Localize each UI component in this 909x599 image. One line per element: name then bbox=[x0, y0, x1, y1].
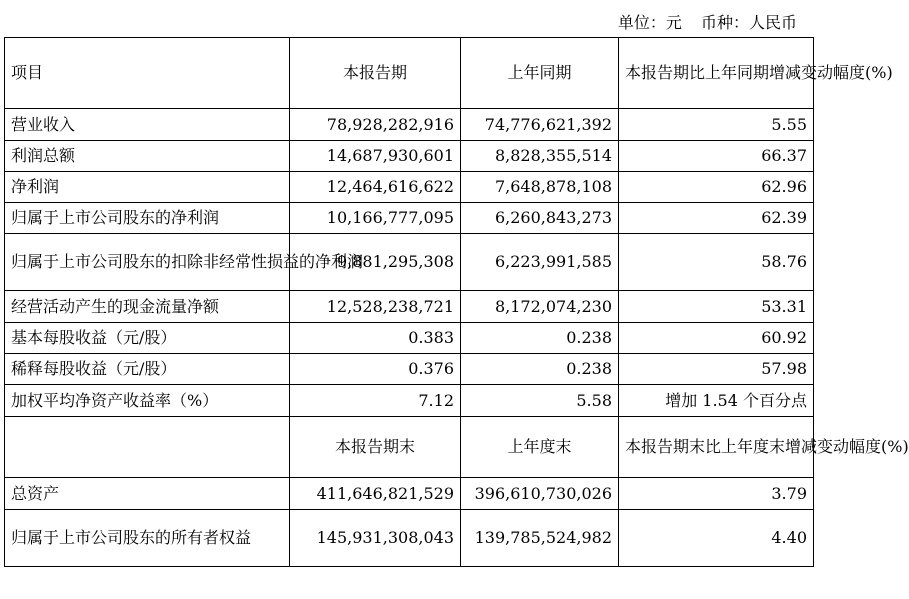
row-change: 3.79 bbox=[619, 478, 814, 510]
row-current: 411,646,821,529 bbox=[290, 478, 461, 510]
table-row bbox=[5, 172, 814, 203]
header-change-percent: 本报告期比上年同期增减变动幅度(%) bbox=[619, 38, 814, 109]
subheader-current-period-end: 本报告期末 bbox=[290, 417, 461, 478]
row-change: 4.40 bbox=[619, 510, 814, 567]
row-prior: 7,648,878,108 bbox=[461, 172, 619, 203]
unit-line bbox=[604, 10, 797, 33]
row-item: 营业收入 bbox=[5, 109, 290, 141]
row-change: 5.55 bbox=[619, 109, 814, 141]
table-row bbox=[5, 385, 814, 417]
row-change: 62.39 bbox=[619, 203, 814, 234]
table-row bbox=[5, 109, 814, 141]
row-item: 利润总额 bbox=[5, 141, 290, 172]
row-prior: 6,260,843,273 bbox=[461, 203, 619, 234]
row-current: 10,166,777,095 bbox=[290, 203, 461, 234]
row-prior: 74,776,621,392 bbox=[461, 109, 619, 141]
table-row bbox=[5, 354, 814, 385]
currency-label: 币种：人民币 bbox=[700, 13, 797, 32]
row-item: 经营活动产生的现金流量净额 bbox=[5, 291, 290, 323]
row-change: 57.98 bbox=[619, 354, 814, 385]
header-item: 项目 bbox=[5, 38, 290, 109]
row-current: 78,928,282,916 bbox=[290, 109, 461, 141]
row-item: 归属于上市公司股东的净利润 bbox=[5, 203, 290, 234]
row-item: 稀释每股收益（元/股） bbox=[5, 354, 290, 385]
subheader-prior-year-end: 上年度末 bbox=[461, 417, 619, 478]
row-item: 加权平均净资产收益率（%） bbox=[5, 385, 290, 417]
table-row bbox=[5, 291, 814, 323]
row-current: 12,464,616,622 bbox=[290, 172, 461, 203]
row-current: 7.12 bbox=[290, 385, 461, 417]
row-item: 净利润 bbox=[5, 172, 290, 203]
row-change: 53.31 bbox=[619, 291, 814, 323]
subheader-item-blank bbox=[5, 417, 290, 478]
row-item: 基本每股收益（元/股） bbox=[5, 323, 290, 354]
row-prior: 8,172,074,230 bbox=[461, 291, 619, 323]
row-prior: 139,785,524,982 bbox=[461, 510, 619, 567]
table-row bbox=[5, 234, 814, 291]
row-change: 60.92 bbox=[619, 323, 814, 354]
table-subheader-row bbox=[5, 417, 814, 478]
row-change: 62.96 bbox=[619, 172, 814, 203]
row-prior: 0.238 bbox=[461, 323, 619, 354]
row-change: 66.37 bbox=[619, 141, 814, 172]
row-item: 总资产 bbox=[5, 478, 290, 510]
row-current: 0.383 bbox=[290, 323, 461, 354]
table-row bbox=[5, 478, 814, 510]
row-prior: 0.238 bbox=[461, 354, 619, 385]
header-current-period: 本报告期 bbox=[290, 38, 461, 109]
unit-label: 单位：元 bbox=[617, 13, 682, 32]
row-item: 归属于上市公司股东的所有者权益 bbox=[5, 510, 290, 567]
row-current: 9,881,295,308 bbox=[290, 234, 461, 291]
table-header-row bbox=[5, 38, 814, 109]
financial-summary-table bbox=[4, 37, 909, 567]
table-row bbox=[5, 510, 814, 567]
table-row bbox=[5, 323, 814, 354]
row-current: 14,687,930,601 bbox=[290, 141, 461, 172]
row-prior: 8,828,355,514 bbox=[461, 141, 619, 172]
row-change: 增加 1.54 个百分点 bbox=[619, 385, 814, 417]
subheader-change-percent: 本报告期末比上年度末增减变动幅度(%) bbox=[619, 417, 814, 478]
row-item: 归属于上市公司股东的扣除非经常性损益的净利润 bbox=[5, 234, 290, 291]
header-prior-period: 上年同期 bbox=[461, 38, 619, 109]
row-prior: 5.58 bbox=[461, 385, 619, 417]
table-row bbox=[5, 203, 814, 234]
row-change: 58.76 bbox=[619, 234, 814, 291]
row-current: 0.376 bbox=[290, 354, 461, 385]
row-current: 145,931,308,043 bbox=[290, 510, 461, 567]
row-prior: 6,223,991,585 bbox=[461, 234, 619, 291]
row-prior: 396,610,730,026 bbox=[461, 478, 619, 510]
row-current: 12,528,238,721 bbox=[290, 291, 461, 323]
table-row bbox=[5, 141, 814, 172]
